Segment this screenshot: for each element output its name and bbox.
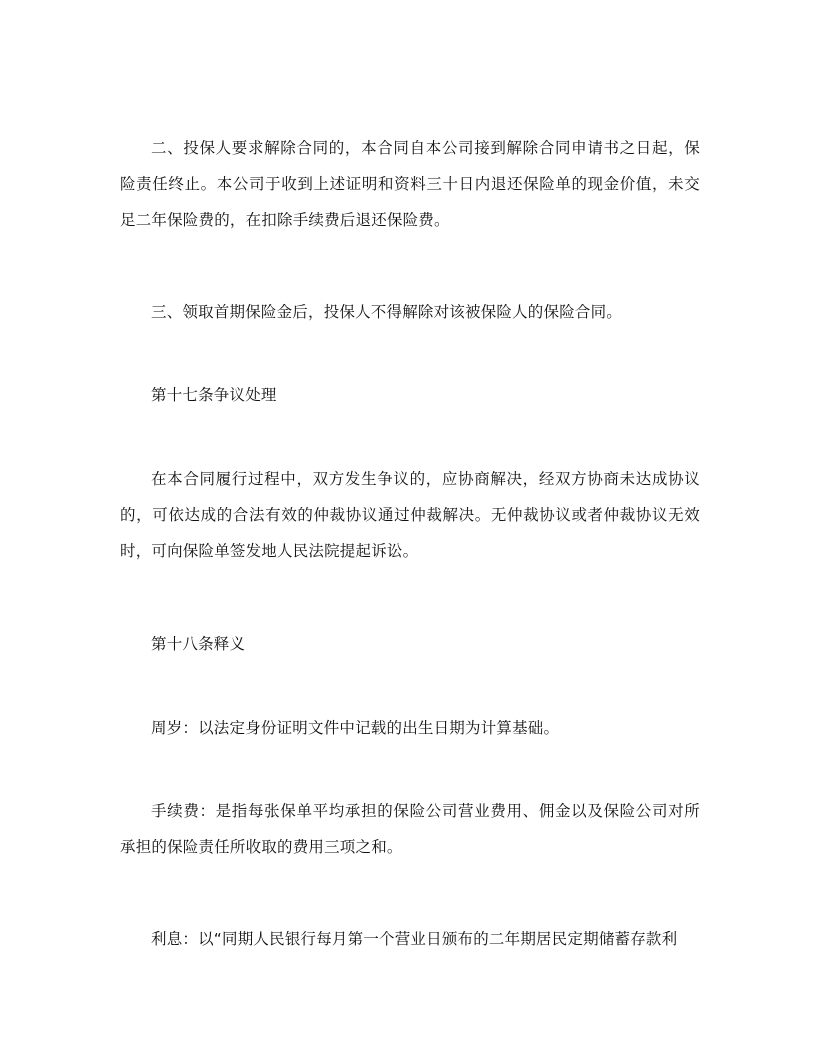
paragraph-definition-handling-fee: 手续费：是指每张保单平均承担的保险公司营业费用、佣金以及保险公司对所承担的保险责任所收取的费用三项之和。: [120, 802, 700, 856]
paragraph-definition-interest: 利息：以“同期人民银行每月第一个营业日颁布的二年期居民定期储蓄存款利: [151, 930, 678, 948]
section-heading-article-17: 第十七条争议处理: [151, 386, 277, 404]
section-heading-article-18: 第十八条释义: [151, 635, 246, 653]
paragraph-definition-age: 周岁：以法定身份证明文件中记载的出生日期为计算基础。: [151, 719, 560, 737]
paragraph-no-cancellation: 三、领取首期保险金后，投保人不得解除对该被保险人的保险合同。: [151, 303, 623, 321]
paragraph-dispute-resolution: 在本合同履行过程中，双方发生争议的，应协商解决，经双方协商未达成协议的，可依达成的合法有效的仲裁协议通过仲裁解决。无仲裁协议或者仲裁协议无效时，可向保险单签发地人民法院提起诉讼。: [120, 470, 700, 560]
paragraph-termination: 二、投保人要求解除合同的，本合同自本公司接到解除合同申请书之日起，保险责任终止。本公司于收到上述证明和资料三十日内退还保险单的现金价值，未交足二年保险费的，在扣除手续费后退还保险费。: [120, 139, 700, 229]
